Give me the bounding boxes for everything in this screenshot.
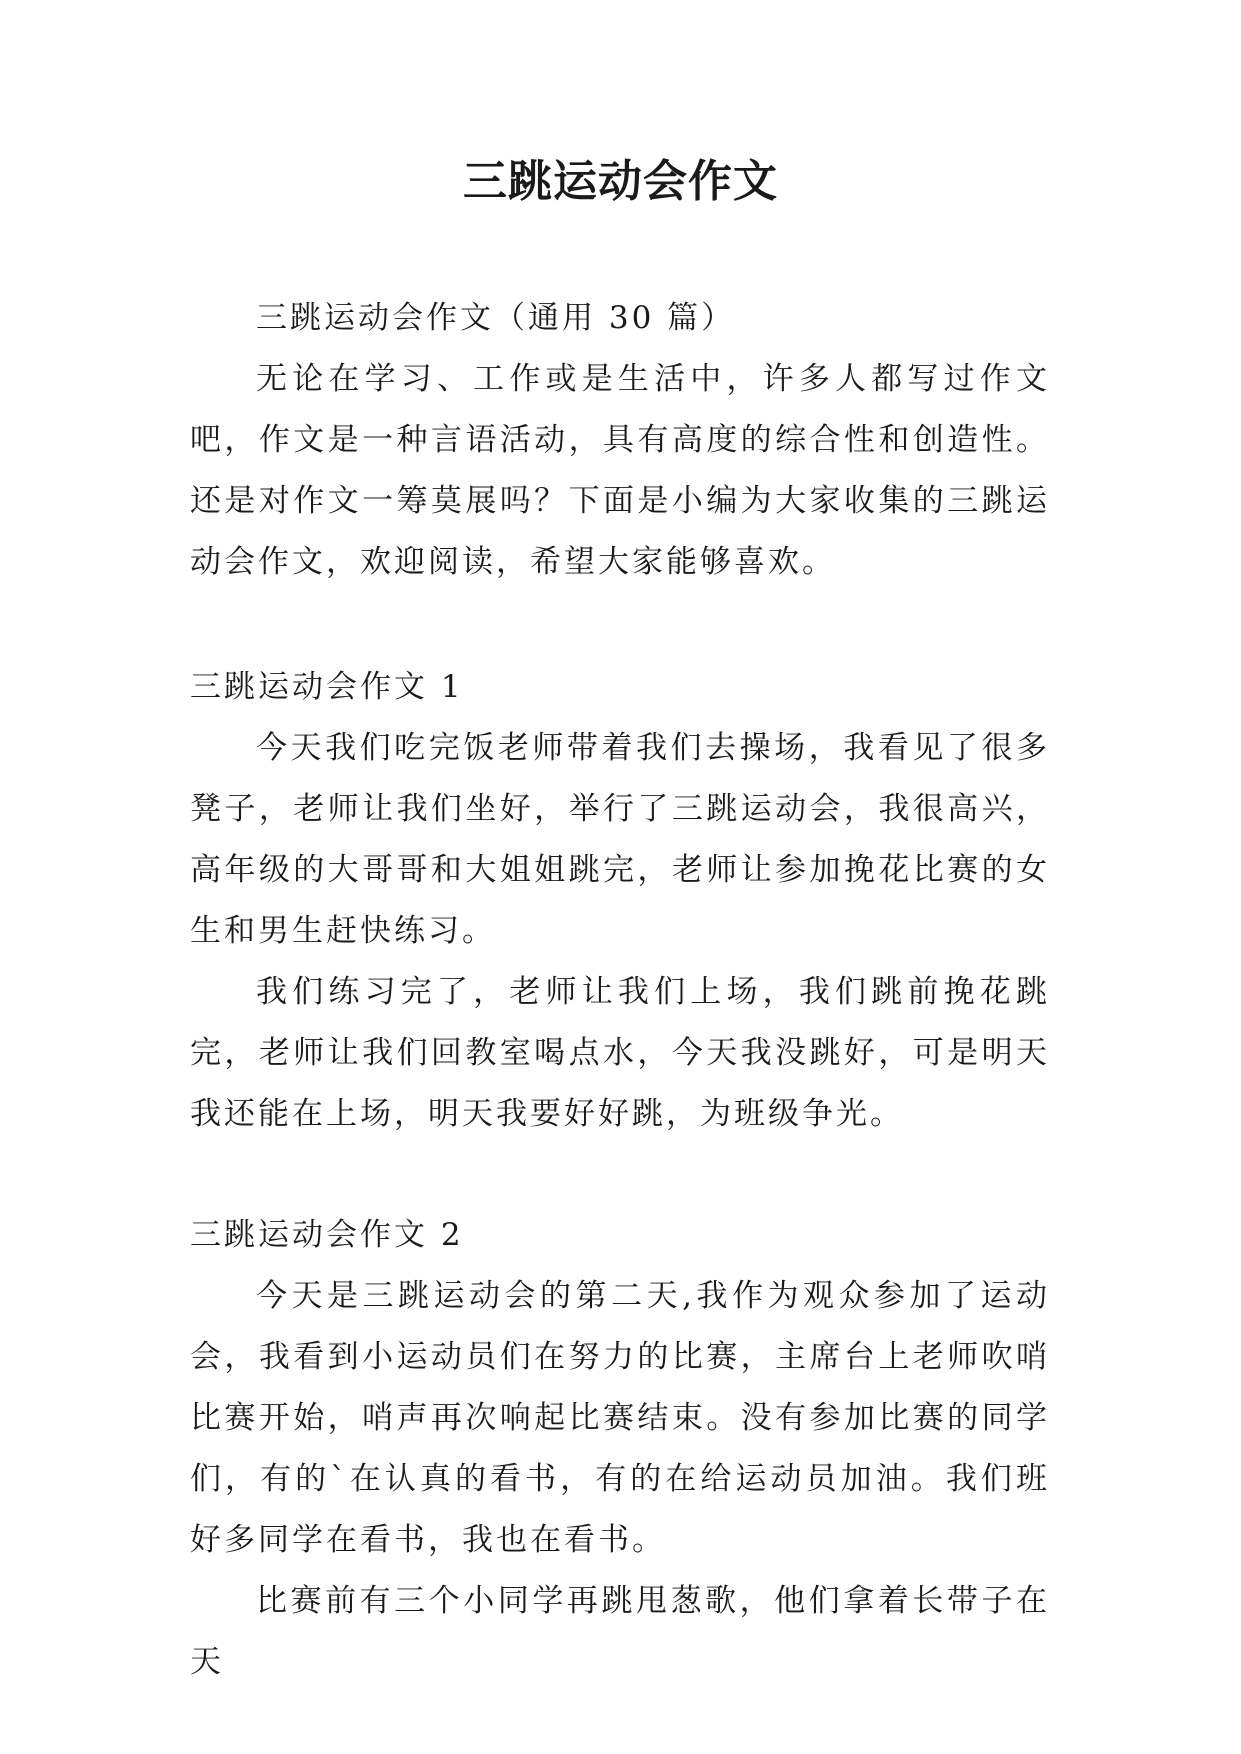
section-2-paragraph-2: 比赛前有三个小同学再跳甩葱歌，他们拿着长带子在天 <box>190 1583 1050 1680</box>
document-subtitle: 三跳运动会作文（通用 30 篇） <box>256 300 736 336</box>
spacer <box>190 1145 1050 1205</box>
intro-paragraph: 无论在学习、工作或是生活中，许多人都写过作文吧，作文是一种言语活动，具有高度的综合性和创造性。还是对作文一筹莫展吗？下面是小编为大家收集的三跳运动会作文，欢迎阅读，希望大家能够喜欢。 <box>190 361 1050 580</box>
document-title: 三跳运动会作文 <box>463 156 778 207</box>
section-heading-1: 三跳运动会作文 1 <box>190 669 464 705</box>
document-body <box>190 288 1050 1693</box>
section-2-paragraph-1: 今天是三跳运动会的第二天,我作为观众参加了运动会，我看到小运动员们在努力的比赛，主席台上老师吹哨比赛开始，哨声再次响起比赛结束。没有参加比赛的同学们，有的`在认真的看书，有的在给运动员加油。我们班好多同学在看书，我也在看书。 <box>190 1278 1050 1558</box>
spacer <box>190 593 1050 657</box>
section-heading-2: 三跳运动会作文 2 <box>190 1217 464 1253</box>
section-1-paragraph-1: 今天我们吃完饭老师带着我们去操场，我看见了很多凳子，老师让我们坐好，举行了三跳运动会，我很高兴，高年级的大哥哥和大姐姐跳完，老师让参加挽花比赛的女生和男生赶快练习。 <box>190 730 1050 949</box>
section-1-paragraph-2: 我们练习完了，老师让我们上场，我们跳前挽花跳完，老师让我们回教室喝点水，今天我没跳好，可是明天我还能在上场，明天我要好好跳，为班级争光。 <box>190 974 1050 1132</box>
